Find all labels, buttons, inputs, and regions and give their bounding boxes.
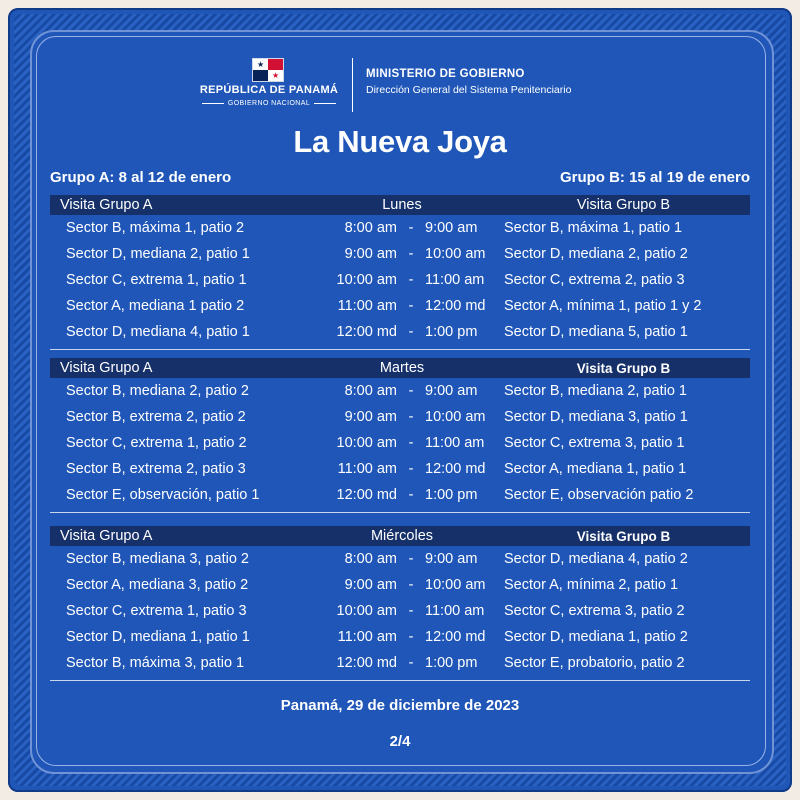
table-row [50,430,750,456]
table-row [50,546,750,572]
table-divider [50,349,750,350]
start-time: 12:00 md [336,655,397,671]
time-cell [307,629,497,645]
time-cell [307,435,497,451]
time-separator: - [408,409,414,425]
time-cell [307,487,497,503]
page-number: 2/4 [389,733,411,750]
group-b-dates: Grupo B: 15 al 19 de enero [559,169,750,186]
start-time: 9:00 am [344,409,397,425]
start-time: 8:00 am [344,383,397,399]
time-separator: - [408,383,414,399]
end-time: 11:00 am [425,272,485,288]
table-divider [50,512,750,513]
end-time: 10:00 am [425,577,486,593]
start-time: 10:00 am [336,603,397,619]
end-time: 12:00 md [425,629,486,645]
time-separator: - [408,298,414,314]
table-row [50,624,750,650]
end-time: 10:00 am [425,409,486,425]
time-separator: - [408,272,414,288]
group-a-cell: Sector D, mediana 4, patio 1 [66,324,250,340]
time-cell [307,324,497,340]
start-time: 9:00 am [344,246,397,262]
start-time: 11:00 am [337,461,397,477]
group-b-cell: Sector D, mediana 2, patio 2 [504,246,688,262]
end-time: 9:00 am [425,220,478,236]
group-b-cell: Sector B, máxima 1, patio 1 [504,220,683,236]
time-separator: - [408,220,414,236]
group-a-cell: Sector B, máxima 3, patio 1 [66,655,245,671]
table-row [50,267,750,293]
end-time: 12:00 md [425,461,486,477]
group-a-cell: Sector B, extrema 2, patio 3 [66,461,246,477]
group-a-header: Visita Grupo A [60,197,153,213]
table-row [50,404,750,430]
time-separator: - [408,461,414,477]
direction-label: Dirección General del Sistema Penitenciario [366,84,572,96]
day-header: Lunes [382,197,422,213]
group-a-dates: Grupo A: 8 al 12 de enero [50,169,232,186]
start-time: 11:00 am [337,629,397,645]
group-b-cell: Sector A, mínima 1, patio 1 y 2 [504,298,702,314]
group-b-header: Visita Grupo B [576,360,671,376]
time-cell [307,220,497,236]
end-time: 12:00 md [425,298,486,314]
group-b-header: Visita Grupo B [576,197,671,213]
table-row [50,650,750,676]
group-b-cell: Sector D, mediana 5, patio 1 [504,324,688,340]
group-b-cell: Sector D, mediana 1, patio 2 [504,629,688,645]
group-a-cell: Sector B, mediana 3, patio 2 [66,551,249,567]
group-b-cell: Sector D, mediana 3, patio 1 [504,409,688,425]
table-row [50,241,750,267]
group-a-cell: Sector B, máxima 1, patio 2 [66,220,245,236]
group-b-cell: Sector E, probatorio, patio 2 [504,655,685,671]
time-cell [307,246,497,262]
group-a-cell: Sector A, mediana 1 patio 2 [66,298,245,314]
end-time: 9:00 am [425,551,478,567]
panama-flag-icon: ★ ★ [252,58,284,82]
group-b-cell: Sector E, observación patio 2 [504,487,694,503]
group-b-cell: Sector A, mediana 1, patio 1 [504,461,687,477]
group-b-cell: Sector D, mediana 4, patio 2 [504,551,688,567]
table-row [50,482,750,508]
group-a-cell: Sector C, extrema 1, patio 2 [66,435,247,451]
group-a-header: Visita Grupo A [60,360,153,376]
page-title: La Nueva Joya [293,124,507,159]
end-time: 1:00 pm [425,324,478,340]
table-header [50,195,750,215]
time-cell [307,577,497,593]
start-time: 11:00 am [337,298,397,314]
schedule-table-tuesday [50,358,750,513]
header-divider [352,58,353,112]
time-cell [307,603,497,619]
ministry-label: MINISTERIO DE GOBIERNO [366,68,525,80]
group-a-cell: Sector C, extrema 1, patio 3 [66,603,247,619]
table-row [50,378,750,404]
end-time: 11:00 am [425,435,485,451]
table-row [50,319,750,345]
group-b-cell: Sector C, extrema 3, patio 1 [504,435,685,451]
day-header: Miércoles [370,528,434,544]
group-a-cell: Sector D, mediana 1, patio 1 [66,629,250,645]
start-time: 12:00 md [336,487,397,503]
time-cell [307,298,497,314]
end-time: 9:00 am [425,383,478,399]
time-separator: - [408,324,414,340]
time-separator: - [408,629,414,645]
table-row [50,572,750,598]
table-divider [50,680,750,681]
start-time: 12:00 md [336,324,397,340]
group-a-cell: Sector C, extrema 1, patio 1 [66,272,247,288]
end-time: 1:00 pm [425,487,478,503]
time-cell [307,551,497,567]
group-b-cell: Sector C, extrema 2, patio 3 [504,272,685,288]
end-time: 10:00 am [425,246,486,262]
schedule-table-wednesday [50,526,750,681]
group-b-cell: Sector B, mediana 2, patio 1 [504,383,687,399]
time-separator: - [408,655,414,671]
time-separator: - [408,435,414,451]
time-cell [307,272,497,288]
group-a-cell: Sector D, mediana 2, patio 1 [66,246,250,262]
time-separator: - [408,246,414,262]
time-separator: - [408,487,414,503]
day-header: Martes [379,360,425,376]
group-a-cell: Sector E, observación, patio 1 [66,487,260,503]
government-label: GOBIERNO NACIONAL [196,100,342,107]
table-header [50,526,750,546]
time-separator: - [408,603,414,619]
start-time: 8:00 am [344,551,397,567]
end-time: 1:00 pm [425,655,478,671]
group-a-cell: Sector B, mediana 2, patio 2 [66,383,249,399]
group-b-cell: Sector C, extrema 3, patio 2 [504,603,685,619]
footer-date: Panamá, 29 de diciembre de 2023 [280,697,520,714]
start-time: 9:00 am [344,577,397,593]
republic-label: REPÚBLICA DE PANAMÁ [199,84,339,96]
time-cell [307,461,497,477]
table-row [50,598,750,624]
schedule-table-monday [50,195,750,350]
start-time: 10:00 am [336,272,397,288]
table-row [50,215,750,241]
group-b-header: Visita Grupo B [576,528,671,544]
table-row [50,456,750,482]
time-cell [307,383,497,399]
start-time: 8:00 am [344,220,397,236]
time-separator: - [408,577,414,593]
group-a-header: Visita Grupo A [60,528,153,544]
table-row [50,293,750,319]
time-separator: - [408,551,414,567]
time-cell [307,409,497,425]
start-time: 10:00 am [336,435,397,451]
group-b-cell: Sector A, mínima 2, patio 1 [504,577,679,593]
end-time: 11:00 am [425,603,485,619]
group-a-cell: Sector B, extrema 2, patio 2 [66,409,246,425]
table-header [50,358,750,378]
time-cell [307,655,497,671]
group-a-cell: Sector A, mediana 3, patio 2 [66,577,249,593]
